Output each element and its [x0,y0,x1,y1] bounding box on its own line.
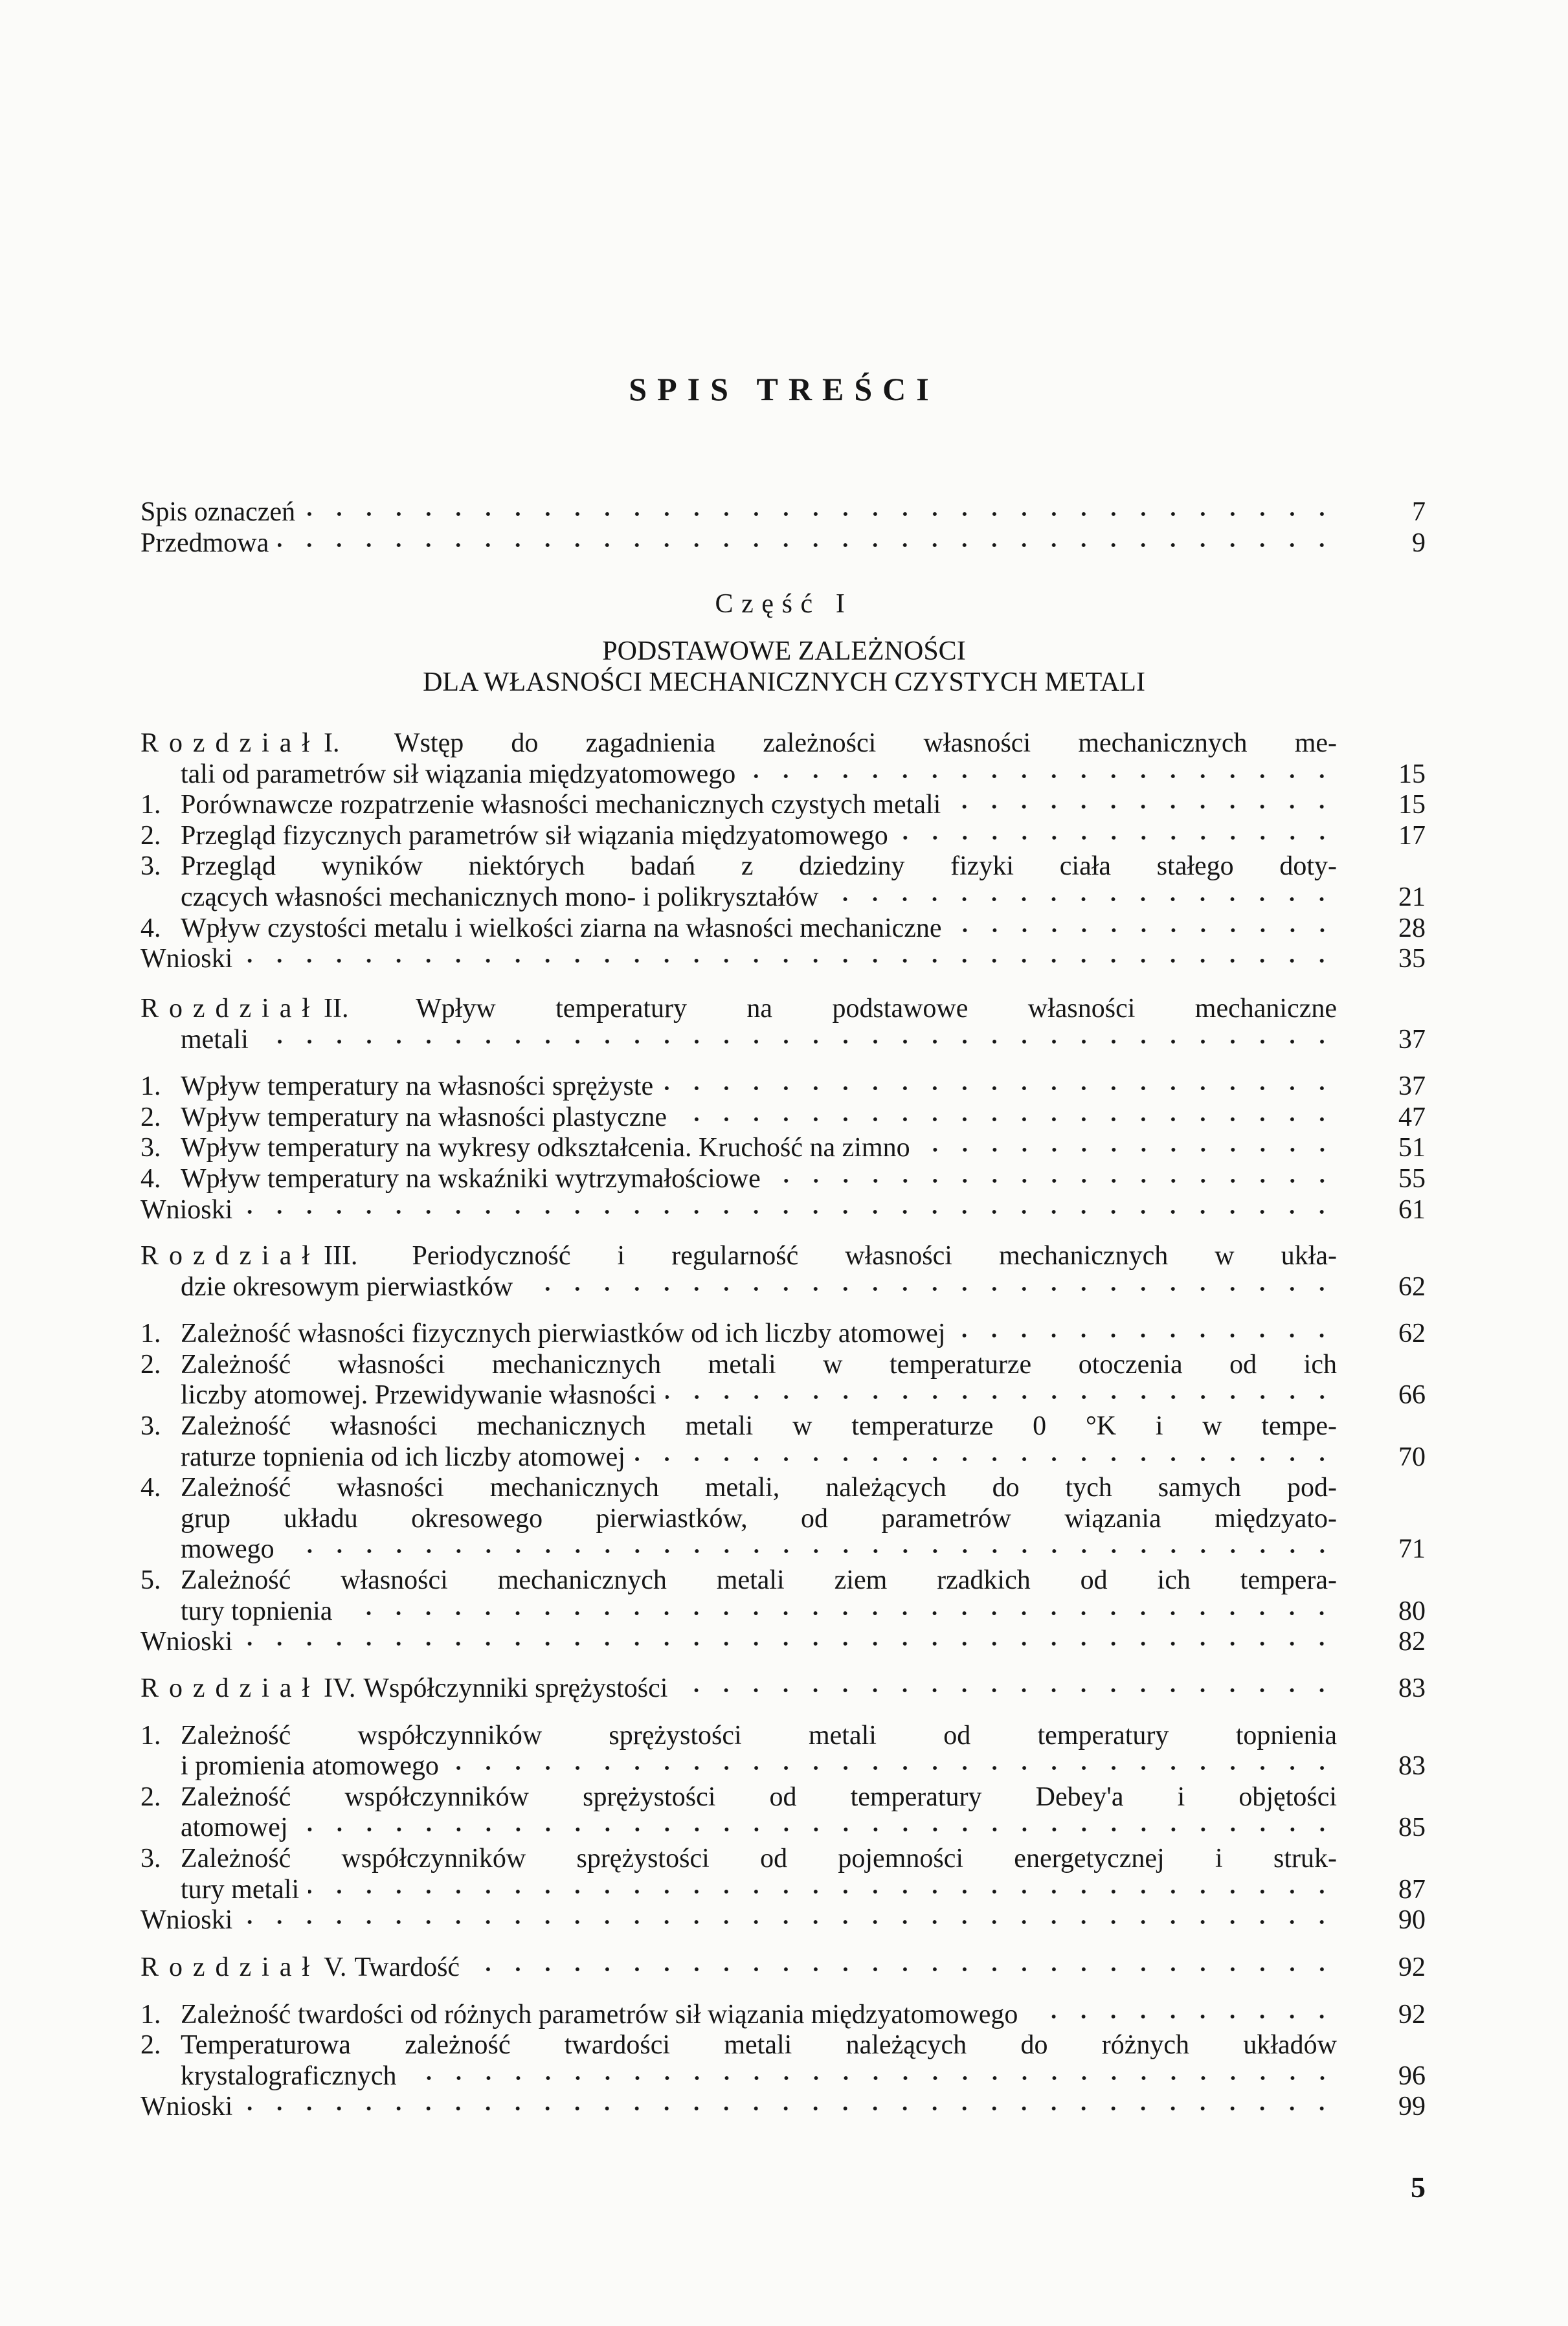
entry-line-text: Zależność współczynników sprężystości od temperatury Debey'a i objętości [181,1782,1337,1812]
toc-section-entry[interactable] [140,1350,1426,1411]
toc-conclusions-entry[interactable] [140,1905,1426,1936]
page-number: 87 [1398,1874,1426,1905]
entry-last-line [181,1164,1426,1195]
entry-last-line [181,1102,1426,1134]
toc-section-entry[interactable] [140,1133,1426,1164]
section-number: 4. [140,1473,161,1503]
section-number: 4. [140,1163,161,1194]
dot-leader [662,1082,1337,1095]
dot-leader [745,770,1337,783]
entry-title-text: Wnioski [140,2092,233,2122]
entry-title-text: tury metali [181,1874,300,1905]
entry-line [140,994,1337,1025]
entry-title-text: Zależność twardości od różnych parametrów sił wiązania międzyatomowego [181,1999,1018,2030]
entry-last-line [181,1534,1426,1565]
page-title: SPIS TREŚCI [629,371,939,407]
entry-line-text: Zależność współczynników sprężystości od pojemności energetycznej i struk- [181,1843,1337,1873]
page-number: 83 [1398,1673,1426,1703]
page-number: 61 [1398,1194,1426,1225]
entry-last-line [181,1133,1426,1164]
entry-title-text: tury topnienia [181,1596,333,1626]
page-number: 99 [1398,2092,1426,2122]
toc-section-entry[interactable] [140,851,1426,913]
chapter-numeral: II. [323,994,349,1023]
entry-line [181,1473,1337,1504]
entry-title-text: tali od parametrów sił wiązania międzyatomowego [181,759,736,789]
entry-last-line [181,2000,1426,2031]
page-number: 47 [1398,1102,1426,1132]
entry-line [181,1565,1337,1596]
toc-section-entry[interactable] [140,1721,1426,1782]
entry-last-line [181,1319,1426,1350]
entry-line-text: Zależność własności mechanicznych metali, należących do tych samych pod- [181,1473,1337,1503]
entry-last-line [181,913,1426,945]
entry-title-text: Wpływ temperatury na wykresy odkształcenia. Kruchość na zimno [181,1133,910,1163]
toc-conclusions-entry[interactable] [140,2092,1426,2123]
entry-title-text: Wnioski [140,1194,233,1225]
entry-title-text: dzie okresowym pierwiastków [181,1271,513,1302]
entry-last-line [140,944,1426,975]
toc-entry-preface[interactable] [140,528,1426,559]
dot-leader [897,831,1337,844]
section-number: 2. [140,1102,161,1132]
page-number: 80 [1398,1596,1426,1626]
entry-line-text: Zależność współczynników sprężystości metali od temperatury topnienia [181,1720,1337,1750]
page-number: 28 [1398,913,1426,943]
entry-title-text: liczby atomowej. Przewidywanie własności [181,1380,656,1411]
entry-line-text: Zależność własności mechanicznych metali w temperaturze 0 °K i w tempe- [181,1411,1337,1441]
toc-section-entry[interactable] [140,1164,1426,1195]
chapter-numeral: V. [323,1952,347,1982]
entry-title-text: Wpływ czystości metalu i wielkości ziarna na własności mechaniczne [181,913,942,943]
chapter-heading[interactable] [140,1952,1426,1984]
page-number: 70 [1398,1442,1426,1472]
page-number: 90 [1398,1905,1426,1936]
entry-title-text: Porównawcze rozpatrzenie własności mechanicznych czystych metali [181,790,941,820]
entry-last-line [140,1952,1426,1984]
page-number: 21 [1398,882,1426,912]
entry-last-line [181,1596,1426,1627]
page-number: 35 [1398,944,1426,974]
toc-section-entry[interactable] [140,1411,1426,1473]
section-number: 4. [140,913,161,943]
entry-title-text: raturze topnienia od ich liczby atomowej [181,1442,625,1472]
entry-last-line [140,1673,1426,1705]
entry-last-line [140,1905,1426,1936]
toc-section-entry[interactable] [140,1102,1426,1134]
entry-last-line [181,1875,1426,1906]
entry-line [181,1782,1337,1813]
dot-leader [304,508,1337,520]
dot-leader [1027,2010,1337,2023]
toc-section-entry[interactable] [140,2000,1426,2031]
section-number: 3. [140,1133,161,1163]
dot-leader [676,1113,1337,1126]
dot-leader [341,1607,1337,1620]
entry-line [181,2030,1337,2061]
dot-leader [770,1174,1337,1187]
page-number: 15 [1398,790,1426,820]
page-number: 37 [1398,1024,1426,1055]
entry-title-text: Wpływ temperatury na własności sprężyste [181,1071,654,1102]
page-number: 51 [1398,1133,1426,1163]
dot-leader [284,1545,1337,1558]
page-number: 96 [1398,2061,1426,2091]
section-number: 5. [140,1565,161,1595]
entry-line [181,851,1337,882]
dot-leader [954,1329,1337,1342]
toc-conclusions-entry[interactable] [140,1627,1426,1658]
entry-line [181,1504,1337,1535]
dot-leader [241,1637,1337,1650]
section-number: 1. [140,1071,161,1102]
chapter-heading[interactable] [140,1241,1426,1303]
section-number: 3. [140,1411,161,1441]
chapter-numeral: IV. [323,1673,356,1703]
entry-title-text: Współczynniki sprężystości [363,1673,668,1703]
chapter-label: Rozdział [140,994,320,1023]
page-number: 17 [1398,820,1426,851]
section-number: 2. [140,820,161,851]
entry-last-line [181,1071,1426,1102]
dot-leader [241,2102,1337,2115]
entry-title-text: Wnioski [140,1905,233,1936]
entry-line [181,1411,1337,1442]
entry-last-line [181,1751,1426,1782]
chapter-label: Rozdział [140,1952,320,1982]
entry-last-line [181,1442,1426,1473]
entry-title-text: Przegląd fizycznych parametrów sił wiązania międzyatomowego [181,820,888,851]
entry-title-text: Wnioski [140,1627,233,1657]
chapter-5 [140,1952,1426,2123]
part-heading-line-1: PODSTAWOWE ZALEŻNOŚCI [602,636,966,666]
toc-conclusions-entry[interactable] [140,1195,1426,1226]
entry-last-line [140,759,1426,790]
dot-leader [522,1282,1337,1295]
toc-section-entry[interactable] [140,1071,1426,1102]
dot-leader [677,1684,1337,1697]
section-number: 3. [140,851,161,882]
page-number: 92 [1398,1952,1426,1982]
entry-title-text: Zależność własności fizycznych pierwiastków od ich liczby atomowej [181,1319,946,1349]
chapter-label: Rozdział [140,1673,320,1703]
entry-title-text: krystalograficznych [181,2061,397,2091]
entry-title-text: metali [181,1024,249,1055]
entry-line-text: Periodyczność i regularność własności mechanicznych w ukła- [412,1241,1338,1271]
toc-section-entry[interactable] [140,790,1426,821]
entry-line-text: grup układu okresowego pierwiastków, od parametrów wiązania międzyato- [181,1503,1337,1534]
entry-line-text: Zależność własności mechanicznych metali ziem rzadkich od ich tempera- [181,1565,1337,1595]
entry-last-line [140,1627,1426,1658]
entry-last-line [181,790,1426,821]
page-number: 66 [1398,1380,1426,1411]
entry-title-text: mowego [181,1534,274,1565]
dot-leader [950,800,1337,813]
entry-title: Spis oznaczeń [140,497,296,527]
toc-section-entry[interactable] [140,913,1426,945]
entry-line [181,1844,1337,1875]
page-number: 82 [1398,1627,1426,1657]
entry-line [181,1350,1337,1381]
entry-line-text: Temperaturowa zależność twardości metali należących do różnych układów [181,2030,1337,2061]
entry-line-text: Wpływ temperatury na podstawowe własności mechaniczne [416,994,1337,1023]
chapter-heading[interactable] [140,728,1426,790]
entry-last-line [140,1025,1426,1056]
section-number: 2. [140,2030,161,2061]
dot-leader [827,893,1337,906]
section-number: 1. [140,1999,161,2030]
chapter-label: Rozdział [140,1241,320,1271]
toc-entry-symbols[interactable] [140,497,1426,528]
entry-last-line [181,2061,1426,2092]
dot-leader [448,1761,1337,1774]
dot-leader [406,2072,1337,2085]
dot-leader [666,1391,1337,1403]
page-number: 62 [1398,1319,1426,1349]
toc-section-entry[interactable] [140,1565,1426,1627]
entry-last-line [181,1380,1426,1411]
page-number: 85 [1398,1813,1426,1843]
entry-last-line [140,1272,1426,1303]
dot-leader [297,1823,1337,1836]
page-number: 92 [1398,1999,1426,2030]
entry-title-text: i promienia atomowego [181,1751,439,1782]
page-number: 62 [1398,1271,1426,1302]
entry-title-text: Wnioski [140,944,233,974]
toc-section-entry[interactable] [140,1782,1426,1844]
section-number: 1. [140,1319,161,1349]
dot-leader [241,1205,1337,1218]
dot-leader [258,1035,1337,1048]
page-number: 7 [1412,497,1426,527]
toc-section-entry[interactable] [140,1473,1426,1565]
chapter-2 [140,994,1426,1225]
toc-section-entry[interactable] [140,2030,1426,2092]
page-number: 55 [1398,1163,1426,1194]
entry-title-text: atomowej [181,1813,288,1843]
entry-last-line [140,1195,1426,1226]
page-number: 83 [1398,1751,1426,1782]
dot-leader [634,1453,1337,1466]
entry-line-text: Zależność własności mechanicznych metali w temperaturze otoczenia od ich [181,1349,1337,1380]
section-number: 2. [140,1782,161,1812]
part-label: Część I [715,589,853,619]
page-number: 15 [1398,759,1426,789]
section-number: 2. [140,1349,161,1380]
chapter-numeral: I. [323,728,340,758]
chapter-label: Rozdział [140,728,320,758]
entry-last-line [181,821,1426,852]
entry-line [181,1721,1337,1752]
section-number: 1. [140,1720,161,1750]
section-number: 3. [140,1843,161,1873]
toc-section-entry[interactable] [140,1319,1426,1350]
entry-line [140,728,1337,759]
entry-title-text: czących własności mechanicznych mono- i polikryształów [181,882,819,912]
dot-leader [241,954,1337,967]
page-number: 37 [1398,1071,1426,1102]
page-folio: 5 [1411,2171,1426,2204]
entry-line-text: Wstęp do zagadnienia zależności własności mechanicznych me- [394,728,1337,758]
part-heading-line-2: DLA WŁASNOŚCI MECHANICZNYCH CZYSTYCH METALI [423,667,1145,697]
chapter-1 [140,728,1426,975]
entry-title-text: Wpływ temperatury na wskaźniki wytrzymałościowe [181,1163,761,1194]
toc-conclusions-entry[interactable] [140,944,1426,975]
dot-leader [469,1963,1337,1976]
toc-section-entry[interactable] [140,821,1426,852]
entry-title-text: Wpływ temperatury na własności plastyczne [181,1102,667,1132]
dot-leader [919,1143,1337,1156]
toc-section-entry[interactable] [140,1844,1426,1905]
entry-line-text: Przegląd wyników niektórych badań z dziedziny fizyki ciała stałego doty- [181,851,1337,882]
chapter-heading[interactable] [140,1673,1426,1705]
section-number: 1. [140,790,161,820]
front-matter [140,497,1426,559]
entry-title: Przedmowa [140,528,269,558]
dot-leader [241,1916,1337,1929]
entry-last-line [140,2092,1426,2123]
dot-leader [951,924,1337,937]
chapter-numeral: III. [323,1241,358,1271]
dot-leader [278,539,1337,552]
page-number: 9 [1412,528,1426,558]
page-number: 71 [1398,1534,1426,1565]
entry-last-line [181,1813,1426,1844]
chapter-heading[interactable] [140,994,1426,1055]
entry-last-line [181,882,1426,913]
chapter-4 [140,1673,1426,1936]
entry-title-text: Twardość [354,1952,460,1982]
dot-leader [308,1885,1337,1898]
entry-line [140,1241,1337,1272]
chapter-3 [140,1241,1426,1658]
